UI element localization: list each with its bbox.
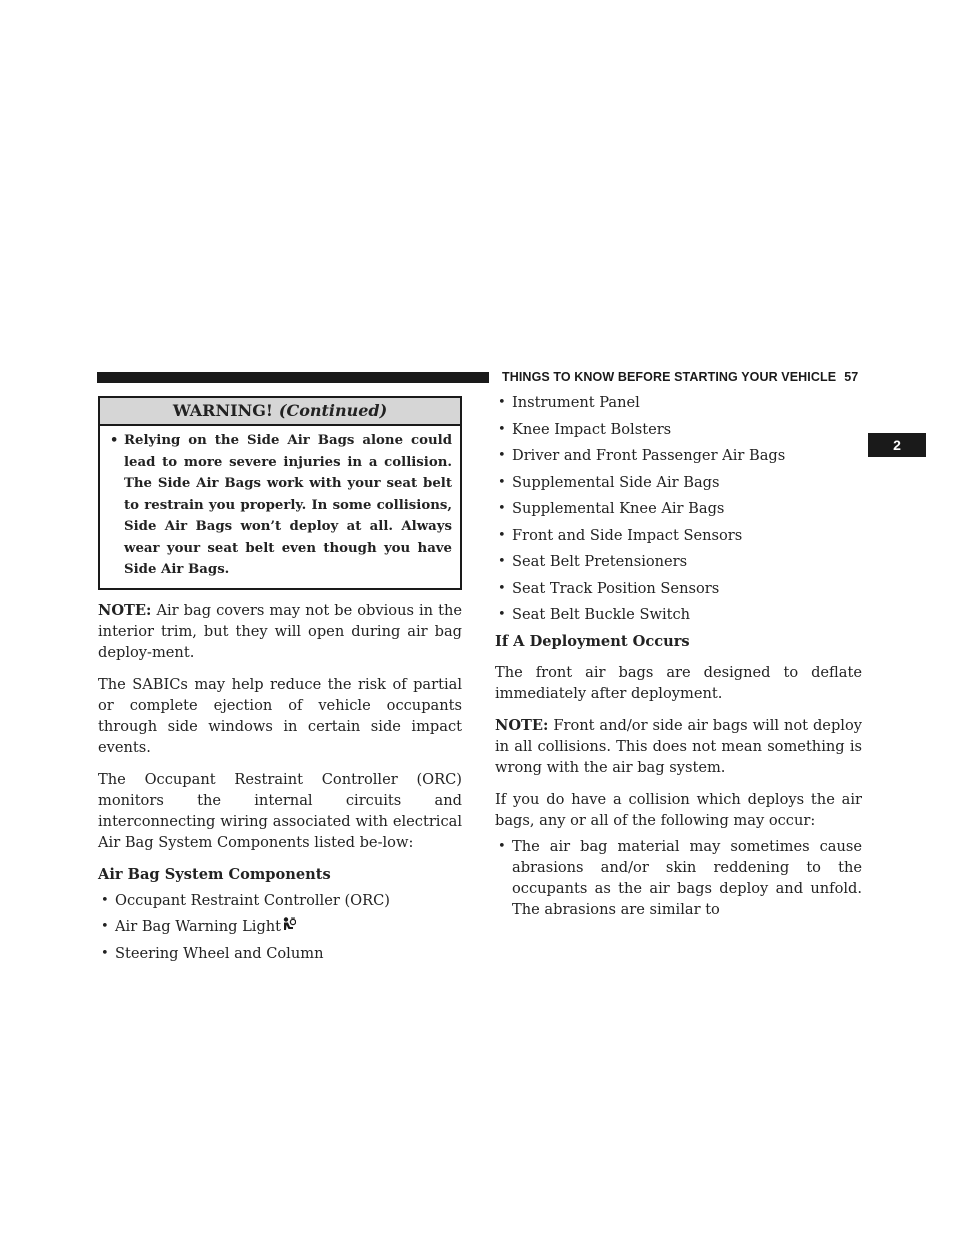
bullet-icon: • — [101, 919, 109, 934]
running-header — [502, 370, 862, 384]
bullet-icon: • — [498, 501, 506, 516]
list-item: • Occupant Restraint Controller (ORC) — [101, 891, 390, 909]
components-list — [98, 890, 462, 964]
bullet-icon: • — [110, 433, 119, 448]
occur-list — [495, 836, 862, 920]
list-item: • Supplemental Side Air Bags — [498, 473, 720, 491]
bullet-icon: • — [498, 474, 506, 490]
section-title: THINGS TO KNOW BEFORE STARTING YOUR VEHICLE — [502, 370, 837, 384]
note-label: NOTE: — [495, 716, 549, 734]
bullet-icon: • — [498, 838, 506, 854]
para-sabics: The SABICs may help reduce the risk of partial or complete ejection of vehicle occupants through side windows in certain side impact events. — [98, 675, 462, 756]
warning-title — [100, 398, 460, 426]
left-column — [98, 396, 462, 969]
warning-label: WARNING! — [172, 401, 273, 420]
bullet-icon: • — [101, 892, 109, 908]
list-item: • Seat Belt Pretensioners — [498, 553, 688, 570]
warning-continued: (Continued) — [278, 401, 388, 420]
list-item: • Instrument Panel — [498, 394, 640, 411]
warning-bullet: • Relying on the Side Air Bags alone could lead to more severe injuries in a collision. The Side Air Bags work with your seat belt to restrain you properly. In some collisions, Side Air Bags won’t deploy at all. Always wear your seat belt even though you have Side Air Bags. — [110, 430, 452, 581]
right-column — [495, 392, 862, 925]
bullet-icon: • — [498, 607, 506, 622]
bullet-icon: • — [101, 945, 109, 961]
note-not-deploy: NOTE: Front and/or side air bags will not deploy in all collisions. This does not mean something is wrong with the air bag system. — [495, 716, 862, 776]
list-item: • Air Bag Warning Light — [98, 916, 462, 937]
bullet-icon: • — [498, 448, 506, 463]
airbag-warning-icon — [282, 917, 296, 933]
list-item: • Driver and Front Passenger Air Bags — [498, 447, 786, 464]
list-item: • Supplemental Knee Air Bags — [498, 500, 725, 517]
deployment-heading: If A Deployment Occurs — [495, 632, 690, 650]
components-list-continued — [495, 392, 862, 625]
header-rule — [97, 372, 489, 383]
list-item: • Steering Wheel and Column — [101, 944, 324, 962]
note-air-bag-covers: NOTE: Air bag covers may not be obvious in the interior trim, but they will open during air bag deploy-ment. — [98, 601, 462, 661]
para-orc: The Occupant Restraint Controller (ORC) monitors the internal circuits and interconnecting wiring associated with electrical Air Bag System Components listed be-low: — [98, 770, 462, 851]
bullet-icon: • — [498, 554, 506, 569]
list-item: • The air bag material may sometimes cause abrasions and/or skin reddening to the occupants as the air bags deploy and unfold. The abrasions are similar to — [498, 837, 862, 918]
chapter-tab: 2 — [868, 433, 926, 457]
bullet-icon: • — [498, 421, 506, 437]
bullet-icon: • — [498, 527, 506, 543]
list-item: • Seat Track Position Sensors — [498, 579, 720, 597]
page-number: 57 — [844, 370, 859, 384]
list-item: • Front and Side Impact Sensors — [498, 526, 743, 544]
components-heading: Air Bag System Components — [98, 865, 331, 883]
list-item: • Knee Impact Bolsters — [498, 420, 672, 438]
para-deflate: The front air bags are designed to deflate immediately after deployment. — [495, 663, 862, 702]
warning-box — [98, 396, 462, 590]
bullet-icon: • — [498, 580, 506, 596]
list-item: • Seat Belt Buckle Switch — [498, 606, 691, 623]
warning-body — [100, 426, 460, 588]
para-collision: If you do have a collision which deploys the air bags, any or all of the following may occur: — [495, 790, 862, 829]
bullet-icon: • — [498, 395, 506, 410]
note-label: NOTE: — [98, 601, 152, 619]
